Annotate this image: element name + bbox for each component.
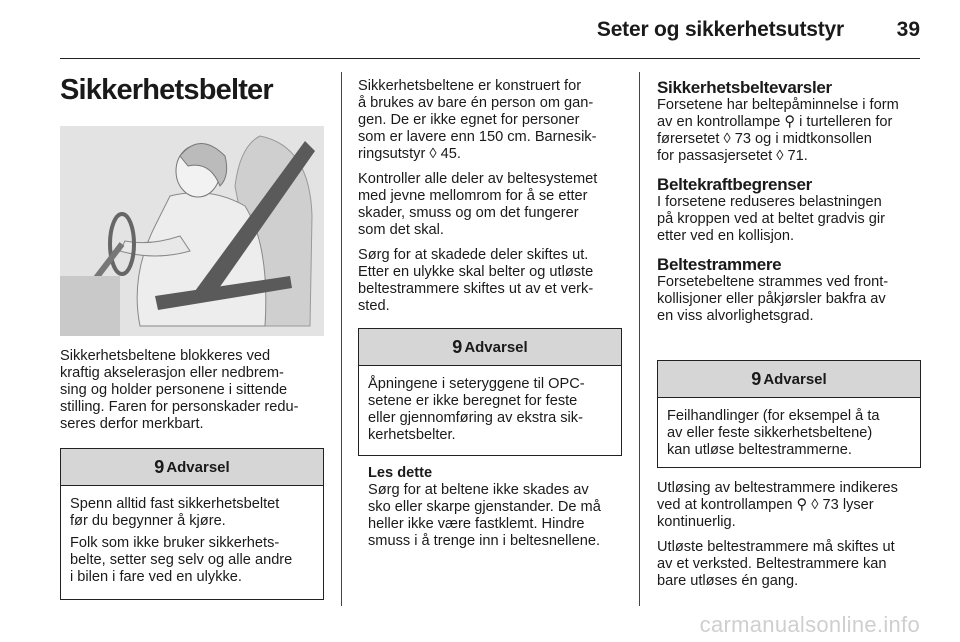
warning-icon: 9 [452,336,463,357]
text-line: gen. De er ikke egnet for personer [358,112,580,128]
text-line: etter ved en kollisjon. [657,228,795,244]
paragraph [657,97,929,165]
text-line: en viss alvorlighetsgrad. [657,308,814,324]
text-line: førersetet ◊ 73 og i midtkonsollen [657,131,872,147]
paragraph [657,274,929,325]
heading-pretensioner: Beltestrammere [657,255,782,274]
text-line: eller gjennomføring av ekstra sik- [368,410,583,426]
column-2 [358,78,628,323]
text-line: Etter en ulykke skal belter og utløste [358,264,594,280]
warning-body [658,398,920,467]
text-line: Folk som ikke bruker sikkerhets- [70,535,280,551]
paragraph [657,194,929,245]
intro-paragraph [60,348,328,433]
column-3 [657,78,929,333]
text-line: setene er ikke beregnet for feste [368,393,578,409]
text-line: I forsetene reduseres belastningen [657,194,882,210]
watermark: carmanualsonline.info [699,612,920,637]
warning-icon: 9 [154,456,165,477]
text-line: Utløsing av beltestrammere indikeres [657,480,898,496]
paragraph [358,171,628,239]
text-line: kontinuerlig. [657,514,736,530]
text-line: Spenn alltid fast sikkerhetsbeltet [70,496,280,512]
text-line: med jevne mellomrom for å se etter [358,188,588,204]
text-line: ringsutstyr ◊ 45. [358,146,461,162]
warning-title: Advarsel [464,338,528,356]
person-wearing-seatbelt-icon [60,126,324,336]
page-number: 39 [896,18,920,41]
text-line: Utløste beltestrammere må skiftes ut [657,539,895,555]
seatbelt-illustration [60,126,324,336]
text-line: kraftig akselerasjon eller nedbrem- [60,365,284,381]
text-line: å brukes av bare én person om gan- [358,95,594,111]
page-header [60,12,920,52]
heading-belt-reminder: Sikkerhetsbeltevarsler [657,78,832,97]
warning-header [658,361,920,398]
text-line: Sikkerhetsbeltene er konstruert for [358,78,582,94]
text-line: i bilen i fare ved en ulykke. [70,569,242,585]
paragraph [657,539,929,590]
warning-header [61,449,323,486]
column-divider [639,72,640,606]
warning-body [61,486,323,599]
paragraph [657,480,929,531]
text-line: Sørg for at skadede deler skiftes ut. [358,247,589,263]
text-line: belte, setter seg selv og alle andre [70,552,293,568]
warning-box-2 [358,328,622,456]
text-line: Sørg for at beltene ikke skades av [368,482,589,498]
text-line: som er lavere enn 150 cm. Barnesik- [358,129,597,145]
column-3-lower [657,480,929,598]
text-line: Kontroller alle deler av beltesystemet [358,171,598,187]
text-line: sted. [358,298,390,314]
text-line: før du begynner å kjøre. [70,513,226,529]
text-line: smuss i å trenge inn i beltesnellene. [368,533,601,549]
text-line: av en kontrollampe ⚲ i turtelleren for [657,114,893,130]
column-divider [341,72,342,606]
text-line: for passasjersetet ◊ 71. [657,148,808,164]
warning-title: Advarsel [166,458,230,476]
text-line: sko eller skarpe gjenstander. De må [368,499,601,515]
text-line: kerhetsbelter. [368,427,456,443]
note-title: Les dette [368,465,433,481]
text-line: sing og holder personene i sittende [60,382,288,398]
warning-header [359,329,621,366]
text-line: seres derfor merkbart. [60,416,204,432]
warning-title: Advarsel [763,370,827,388]
text-line: heller ikke være fastklemt. Hindre [368,516,585,532]
text-line: Sikkerhetsbeltene blokkeres ved [60,348,271,364]
warning-body [359,366,621,452]
text-line: av et verksted. Beltestrammere kan [657,556,887,572]
heading-force-limiter: Beltekraftbegrenser [657,175,812,194]
text-line: bare utløses én gang. [657,573,799,589]
warning-box-1 [60,448,324,600]
text-line: ved at kontrollampen ⚲ ◊ 73 lyser [657,497,874,513]
section-title: Sikkerhetsbelter [60,74,273,106]
text-line: beltestrammere skiftes ut av et verk- [358,281,594,297]
paragraph [358,247,628,315]
text-line: kollisjoner eller påkjørsler bakfra av [657,291,886,307]
text-line: kan utløse beltestrammerne. [667,442,852,458]
text-line: Forsetebeltene strammes ved front- [657,274,889,290]
text-line: som det skal. [358,222,444,238]
text-line: stilling. Faren for personskader redu- [60,399,299,415]
header-divider [60,58,920,59]
text-line: på kroppen ved at beltet gradvis gir [657,211,885,227]
text-line: skader, smuss og om det fungerer [358,205,579,221]
warning-box-3 [657,360,921,468]
chapter-title: Seter og sikkerhetsutstyr [596,18,844,41]
text-line: Åpningene i seteryggene til OPC- [368,376,585,392]
paragraph [358,78,628,163]
text-line: av eller feste sikkerhetsbeltene) [667,425,873,441]
note-box [368,465,630,550]
column-1 [60,348,328,433]
warning-icon: 9 [751,368,762,389]
text-line: Forsetene har beltepåminnelse i form [657,97,899,113]
text-line: Feilhandlinger (for eksempel å ta [667,408,880,424]
